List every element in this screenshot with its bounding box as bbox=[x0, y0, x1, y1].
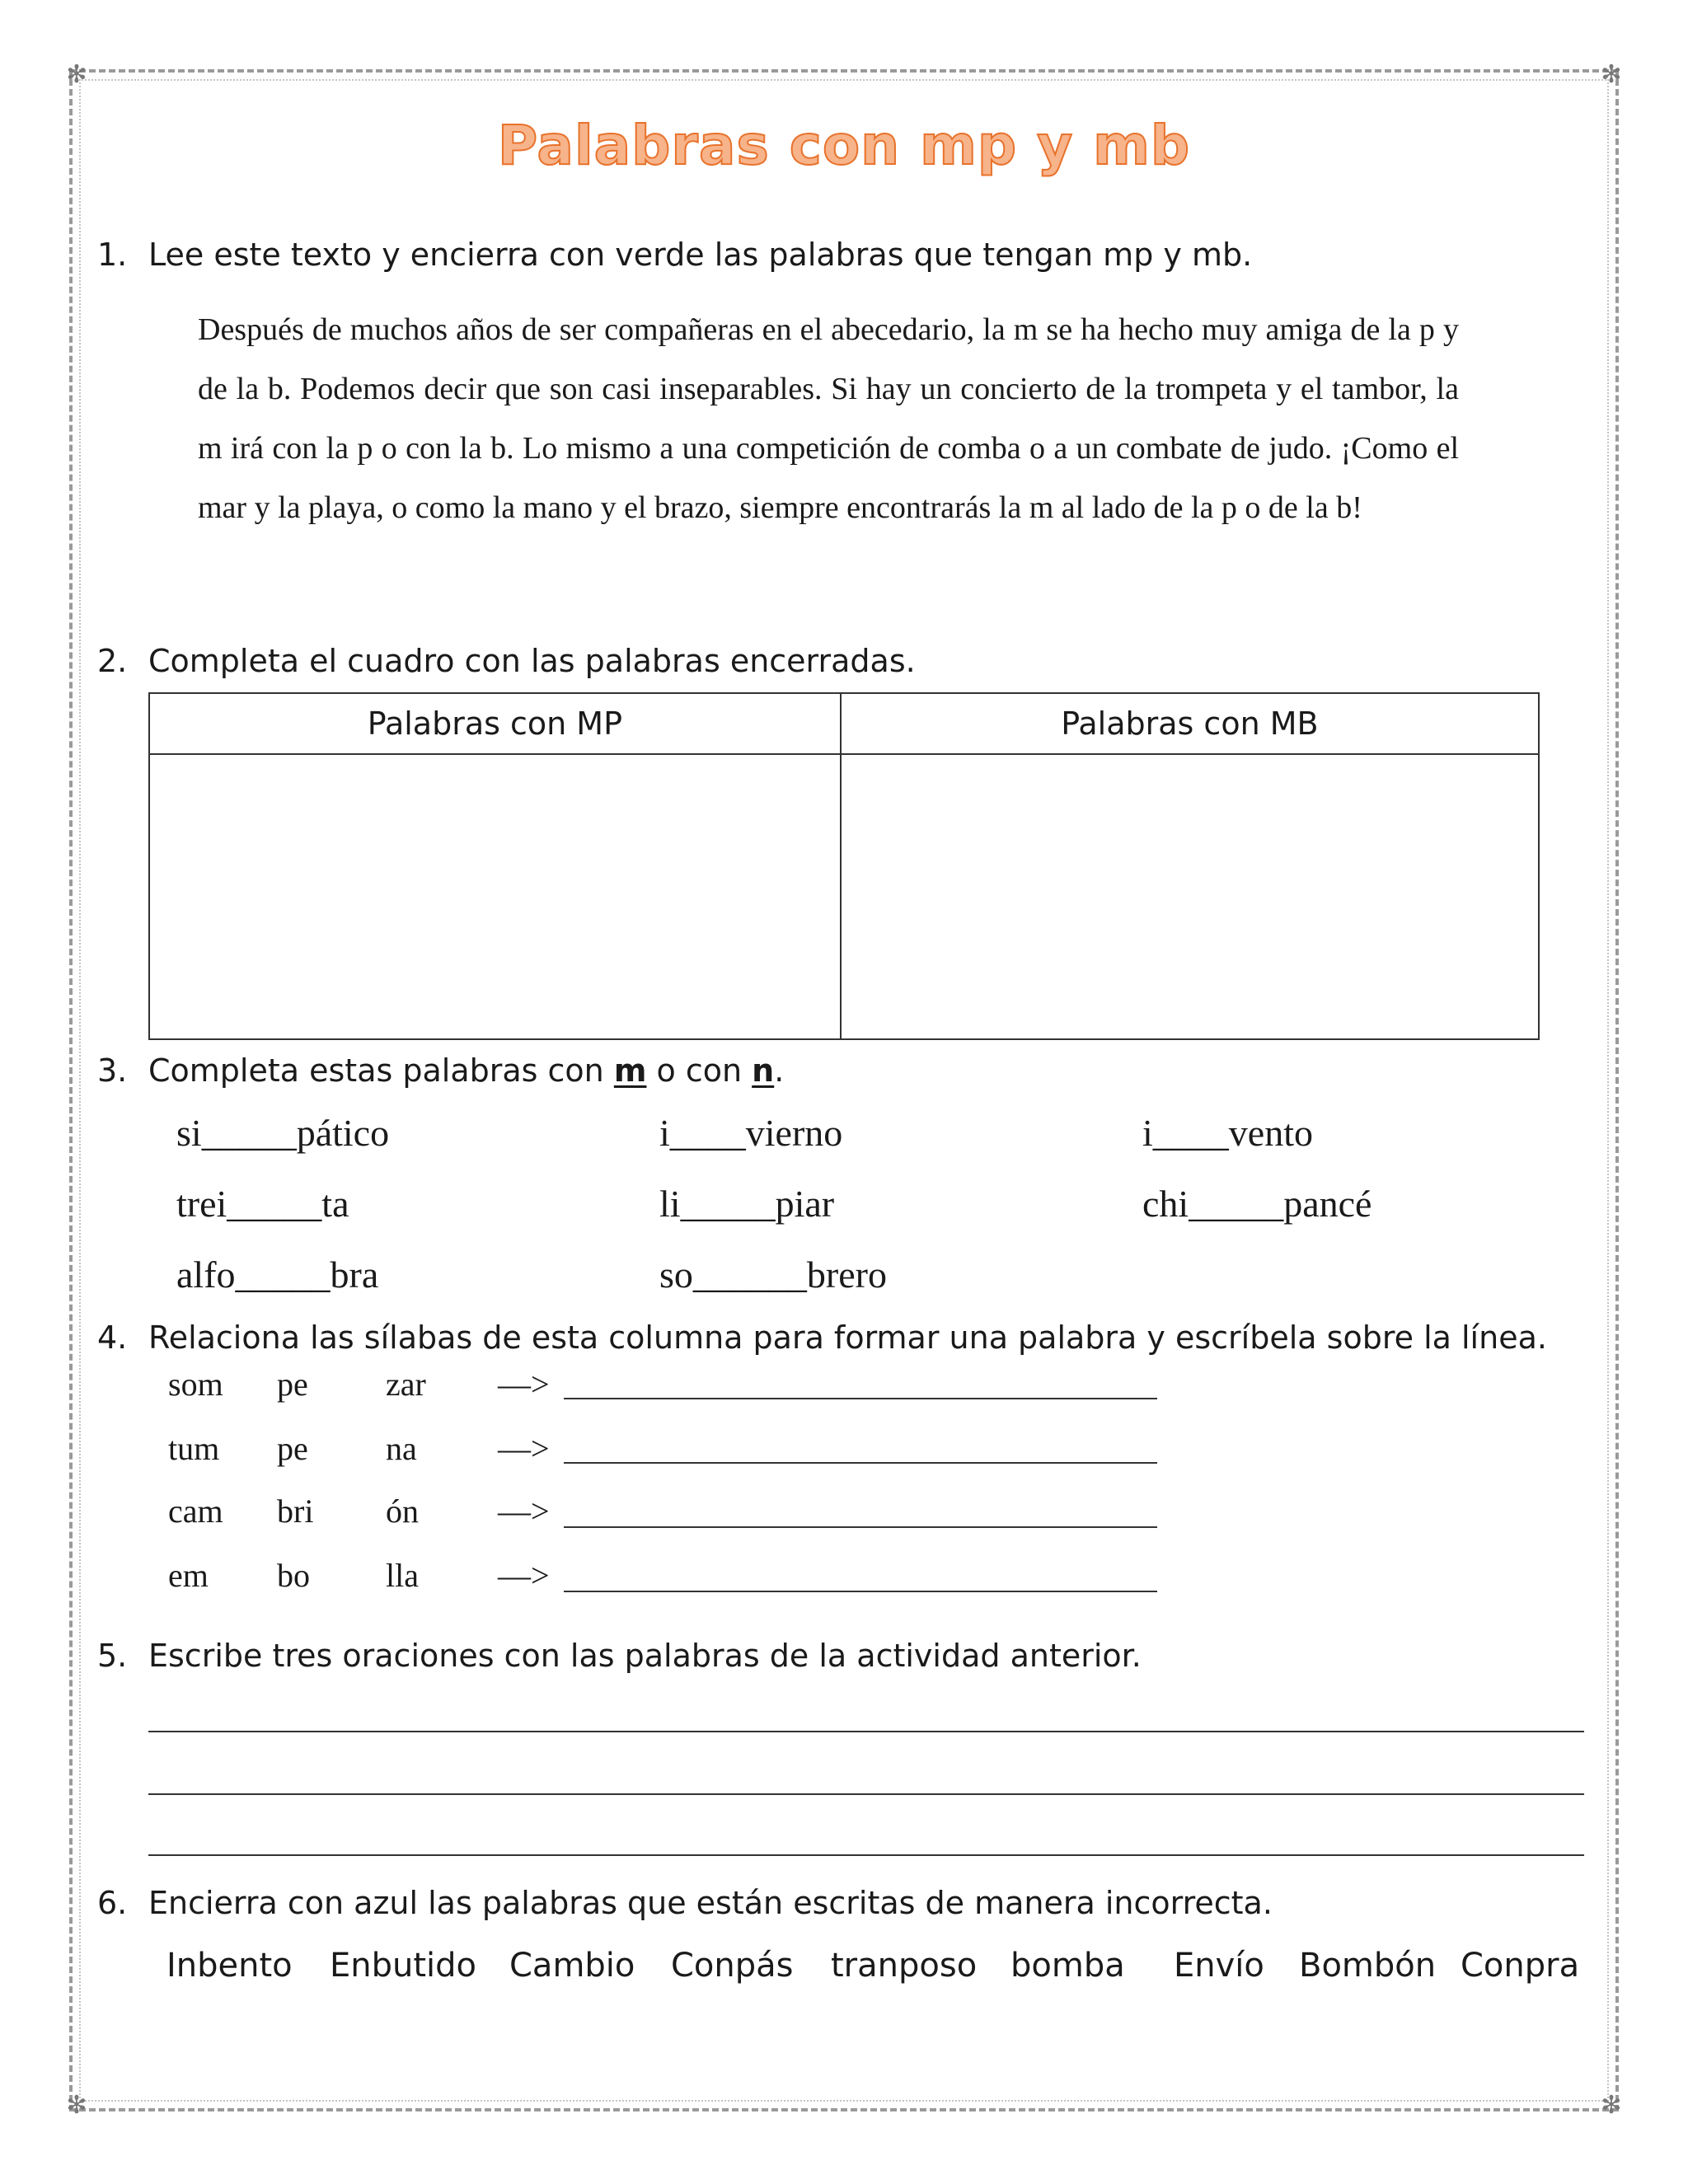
syllable: na bbox=[386, 1430, 417, 1467]
answer-cell-mb[interactable] bbox=[841, 754, 1539, 1039]
word-blank: _____ bbox=[201, 1112, 297, 1154]
answer-line[interactable] bbox=[564, 1526, 1157, 1528]
spelling-word[interactable]: Bombón bbox=[1299, 1947, 1437, 1985]
question-number: 2. bbox=[97, 643, 128, 679]
question-text: Completa el cuadro con las palabras encerradas. bbox=[148, 643, 916, 679]
fill-word[interactable] bbox=[659, 1253, 887, 1296]
spelling-word[interactable]: Conpra bbox=[1461, 1947, 1580, 1985]
question-3 bbox=[97, 1050, 784, 1091]
word-start: so bbox=[659, 1254, 693, 1296]
word-blank: ____ bbox=[1152, 1112, 1229, 1154]
syllable: pe bbox=[277, 1366, 308, 1403]
question-number: 4. bbox=[97, 1319, 128, 1356]
word-blank: _____ bbox=[680, 1183, 776, 1225]
question-4 bbox=[97, 1317, 1547, 1358]
corner-ornament-icon: ✻ bbox=[66, 60, 87, 89]
question-number: 3. bbox=[97, 1052, 128, 1089]
word-end: piar bbox=[775, 1183, 835, 1225]
word-start: si bbox=[176, 1112, 202, 1154]
word-end: bra bbox=[330, 1254, 379, 1296]
fill-word[interactable] bbox=[659, 1111, 842, 1155]
question-text: Lee este texto y encierra con verde las palabras que tengan mp y mb. bbox=[148, 237, 1253, 273]
word-end: ta bbox=[321, 1183, 349, 1225]
fill-word[interactable] bbox=[176, 1182, 349, 1226]
question-number: 5. bbox=[97, 1638, 128, 1674]
word-start: li bbox=[659, 1183, 681, 1225]
answer-line[interactable] bbox=[564, 1398, 1157, 1399]
word-end: brero bbox=[806, 1254, 887, 1296]
question-text: Escribe tres oraciones con las palabras de la actividad anterior. bbox=[148, 1638, 1142, 1674]
fill-word[interactable] bbox=[176, 1111, 389, 1155]
fill-word[interactable] bbox=[659, 1182, 834, 1226]
question-number: 6. bbox=[97, 1885, 128, 1921]
arrow-icon: —> bbox=[498, 1557, 550, 1594]
fill-word[interactable] bbox=[1142, 1182, 1372, 1226]
word-blank: ______ bbox=[692, 1254, 807, 1296]
syllable: bo bbox=[277, 1557, 310, 1594]
word-end: vento bbox=[1228, 1112, 1313, 1154]
arrow-icon: —> bbox=[498, 1430, 550, 1467]
syllable: ón bbox=[386, 1493, 419, 1530]
sentence-line[interactable] bbox=[148, 1793, 1584, 1795]
syllable: zar bbox=[386, 1366, 426, 1403]
syllable: bri bbox=[277, 1493, 314, 1530]
letter-n: n bbox=[752, 1052, 775, 1089]
syllable: pe bbox=[277, 1430, 308, 1467]
word-start: alfo bbox=[176, 1254, 236, 1296]
word-start: chi bbox=[1142, 1183, 1189, 1225]
fill-word[interactable] bbox=[1142, 1111, 1313, 1155]
question-text: Completa estas palabras con bbox=[148, 1052, 614, 1089]
spelling-word[interactable]: bomba bbox=[1010, 1947, 1125, 1985]
reading-passage: Después de muchos años de ser compañeras en el abecedario, la m se ha hecho muy amiga de la p y de la b. Podemos decir que son casi inseparables. Si hay un concierto de la trompeta y el tambor, la m irá con la p o con la b. Lo mismo a una competición de comba o a un combate de judo. ¡Como el mar y la playa, o como la mano y el brazo, siempre encontrarás la m al lado de la p o de la b! bbox=[198, 312, 1459, 525]
answer-cell-mp[interactable] bbox=[149, 754, 841, 1039]
corner-ornament-icon: ✻ bbox=[1601, 2091, 1622, 2120]
corner-ornament-icon: ✻ bbox=[66, 2091, 87, 2120]
syllable: lla bbox=[386, 1557, 419, 1594]
syllable: som bbox=[168, 1366, 223, 1403]
word-start: i bbox=[1142, 1112, 1153, 1154]
syllable: cam bbox=[168, 1493, 223, 1530]
column-header-mp: Palabras con MP bbox=[149, 693, 841, 754]
word-end: pático bbox=[296, 1112, 390, 1154]
word-blank: _____ bbox=[235, 1254, 331, 1296]
spelling-word[interactable]: tranposo bbox=[831, 1947, 978, 1985]
question-text-mid: o con bbox=[646, 1052, 753, 1089]
word-end: vierno bbox=[745, 1112, 843, 1154]
question-1 bbox=[97, 234, 1252, 275]
question-text: Encierra con azul las palabras que están escritas de manera incorrecta. bbox=[148, 1885, 1273, 1921]
sentence-line[interactable] bbox=[148, 1731, 1584, 1732]
answer-line[interactable] bbox=[564, 1462, 1157, 1464]
column-header-mb: Palabras con MB bbox=[841, 693, 1539, 754]
question-text-end: . bbox=[774, 1052, 785, 1089]
answer-line[interactable] bbox=[564, 1591, 1157, 1592]
fill-word[interactable] bbox=[176, 1253, 378, 1296]
word-table bbox=[148, 692, 1540, 1040]
letter-m: m bbox=[613, 1052, 647, 1089]
spelling-word[interactable]: Cambio bbox=[509, 1947, 635, 1985]
question-6 bbox=[97, 1882, 1273, 1924]
spelling-word[interactable]: Envío bbox=[1174, 1947, 1264, 1985]
word-start: trei bbox=[176, 1183, 227, 1225]
arrow-icon: —> bbox=[498, 1493, 550, 1530]
spelling-word[interactable]: Inbento bbox=[166, 1947, 293, 1985]
syllable: tum bbox=[168, 1430, 220, 1467]
question-2 bbox=[97, 640, 916, 682]
question-number: 1. bbox=[97, 237, 128, 273]
word-blank: _____ bbox=[227, 1183, 322, 1225]
spelling-word[interactable]: Conpás bbox=[671, 1947, 794, 1985]
syllable: em bbox=[168, 1557, 209, 1594]
word-blank: _____ bbox=[1189, 1183, 1284, 1225]
word-blank: ____ bbox=[669, 1112, 746, 1154]
question-5 bbox=[97, 1635, 1142, 1676]
page-title: Palabras con mp y mb bbox=[497, 114, 1191, 177]
spelling-word[interactable]: Enbutido bbox=[330, 1947, 477, 1985]
word-end: pancé bbox=[1283, 1183, 1372, 1225]
sentence-line[interactable] bbox=[148, 1854, 1584, 1856]
word-start: i bbox=[659, 1112, 670, 1154]
corner-ornament-icon: ✻ bbox=[1601, 60, 1622, 89]
question-text: Relaciona las sílabas de esta columna para formar una palabra y escríbela sobre la línea. bbox=[148, 1319, 1547, 1356]
arrow-icon: —> bbox=[498, 1366, 550, 1403]
